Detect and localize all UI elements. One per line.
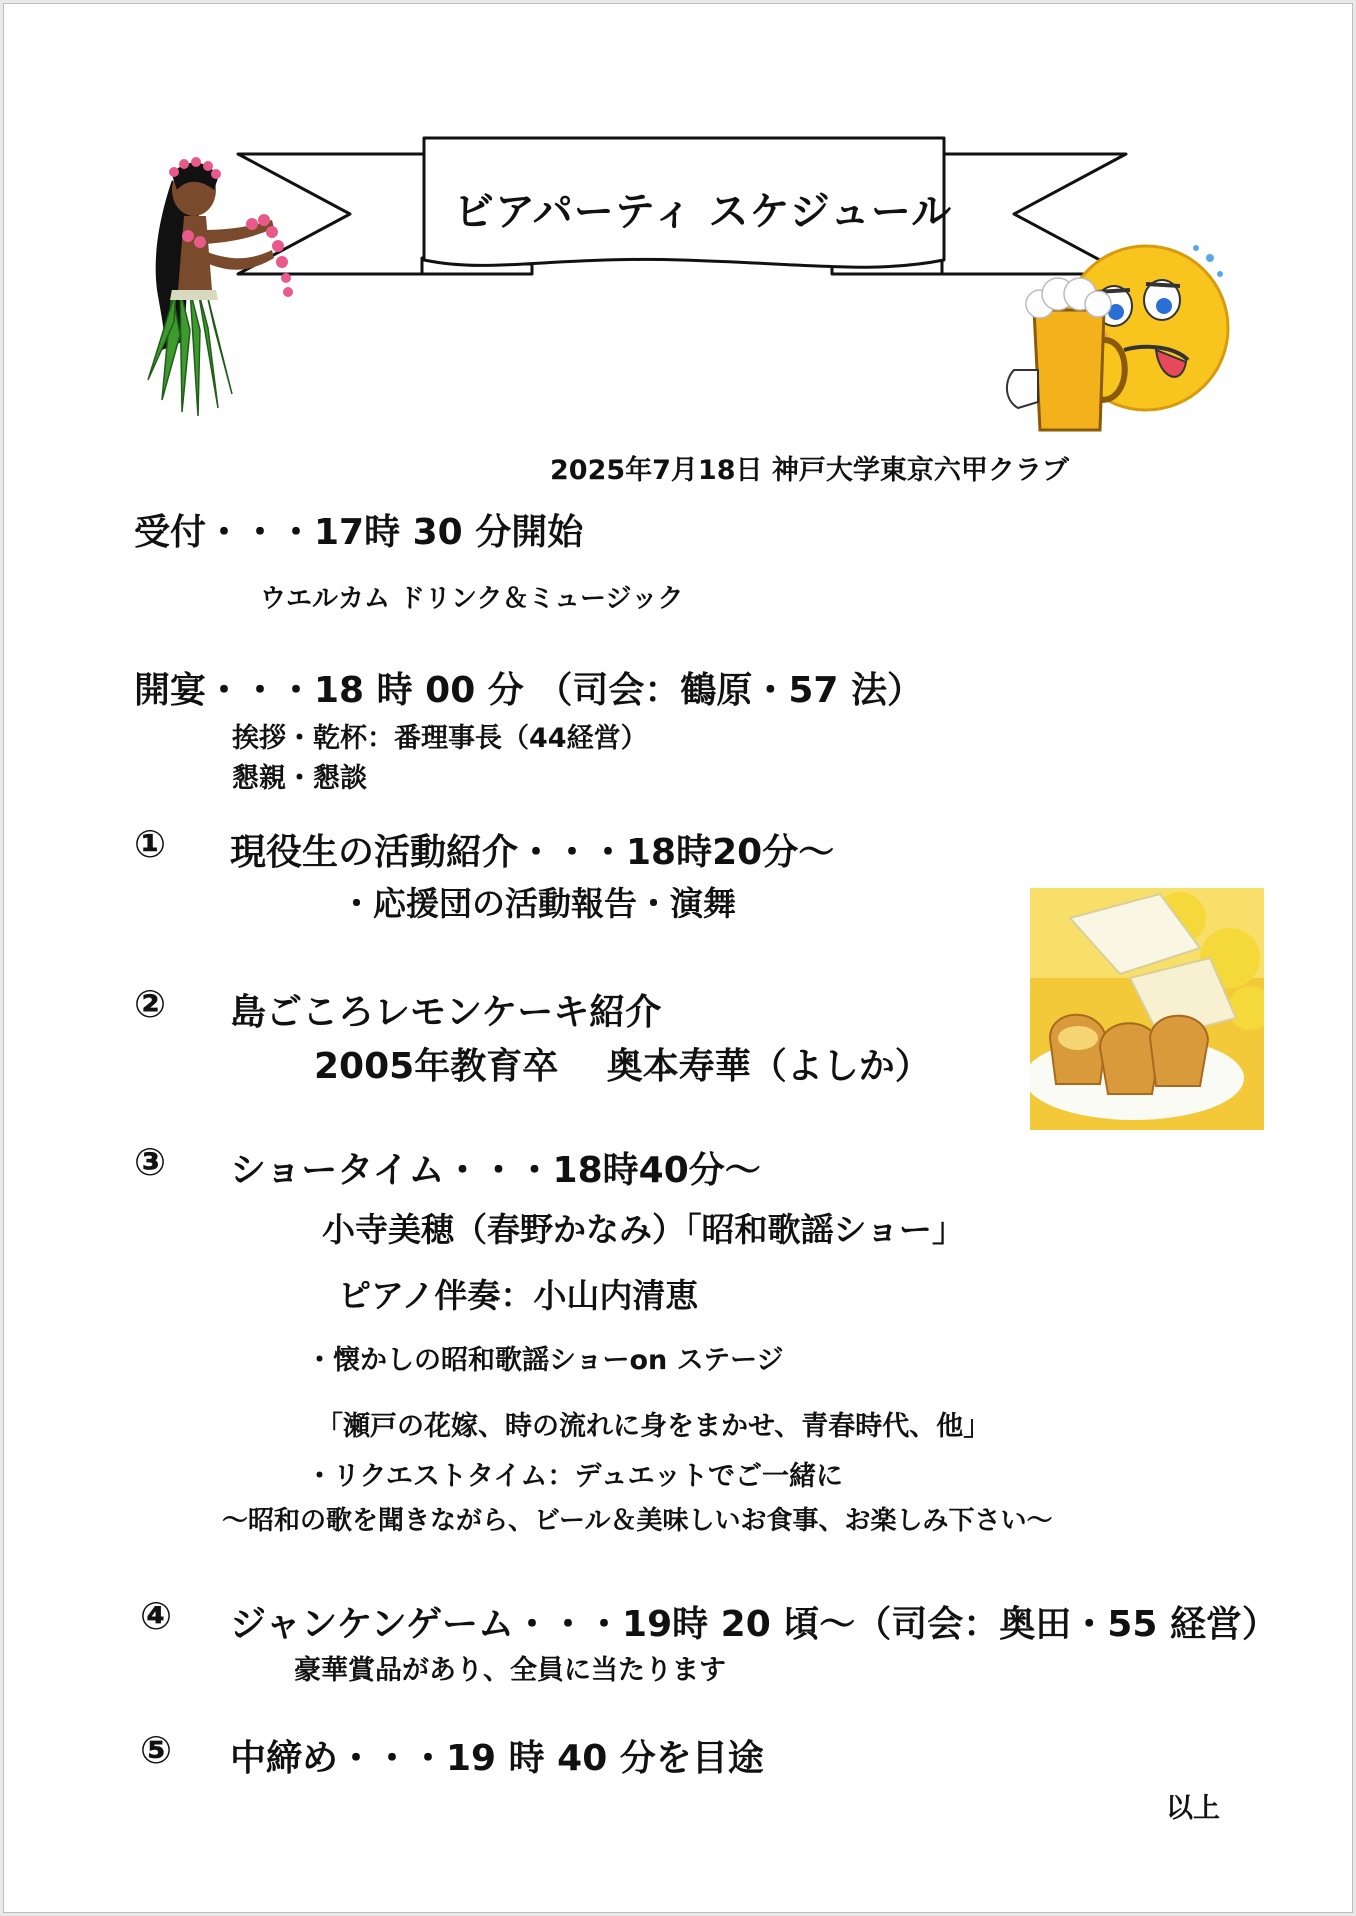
opening-sub-social: 懇親・懇談 bbox=[232, 763, 367, 794]
item-number: ② bbox=[134, 982, 167, 1026]
page-title: ビアパーティ スケジュール bbox=[454, 189, 953, 235]
item-line: 島ごころレモンケーキ紹介 bbox=[230, 992, 662, 1033]
item-sub: 2005年教育卒 奥本寿華（よしか） bbox=[314, 1046, 931, 1087]
item-sub: 「瀬戸の花嫁、時の流れに身をまかせ、青春時代、他」 bbox=[316, 1411, 991, 1442]
item-line: 中締め・・・19 時 40 分を目途 bbox=[230, 1738, 764, 1779]
beer-smiley-image bbox=[974, 240, 1234, 440]
item-sub: ・懐かしの昭和歌謡ショーon ステージ bbox=[306, 1345, 784, 1376]
item-sub: ピアノ伴奏：小山内清恵 bbox=[338, 1276, 699, 1315]
item-number: ⑤ bbox=[140, 1728, 173, 1772]
opening-line: 開宴・・・18 時 00 分 （司会：鶴原・57 法） bbox=[134, 670, 923, 711]
reception-line: 受付・・・17時 30 分開始 bbox=[134, 512, 584, 553]
item-sub: ・応援団の活動報告・演舞 bbox=[340, 884, 736, 923]
item-line: ショータイム・・・18時40分～ bbox=[230, 1150, 761, 1191]
item-line: ジャンケンゲーム・・・19時 20 頃～（司会：奥田・55 経営） bbox=[230, 1604, 1278, 1645]
item-number: ① bbox=[134, 822, 167, 866]
item-sub: 小寺美穂（春野かなみ）「昭和歌謡ショー」 bbox=[322, 1210, 965, 1249]
page bbox=[3, 3, 1353, 1913]
reception-sub: ウエルカム ドリンク＆ミュージック bbox=[260, 584, 684, 614]
date-venue: 2025年7月18日 神戸大学東京六甲クラブ bbox=[550, 455, 1069, 486]
item-sub: ～昭和の歌を聞きながら、ビール＆美味しいお食事、お楽しみ下さい～ bbox=[222, 1506, 1053, 1536]
hula-dancer-image bbox=[132, 150, 312, 420]
item-sub: ・リクエストタイム：デュエットでご一緒に bbox=[306, 1461, 844, 1492]
item-sub: 豪華賞品があり、全員に当たります bbox=[294, 1655, 726, 1686]
opening-sub-greeting: 挨拶・乾杯：番理事長（44経営） bbox=[232, 723, 648, 754]
lemon-cake-photo bbox=[1030, 888, 1264, 1130]
item-number: ④ bbox=[140, 1594, 173, 1638]
item-line: 現役生の活動紹介・・・18時20分～ bbox=[230, 832, 835, 873]
closing-text: 以上 bbox=[1166, 1793, 1220, 1824]
item-number: ③ bbox=[134, 1140, 167, 1184]
